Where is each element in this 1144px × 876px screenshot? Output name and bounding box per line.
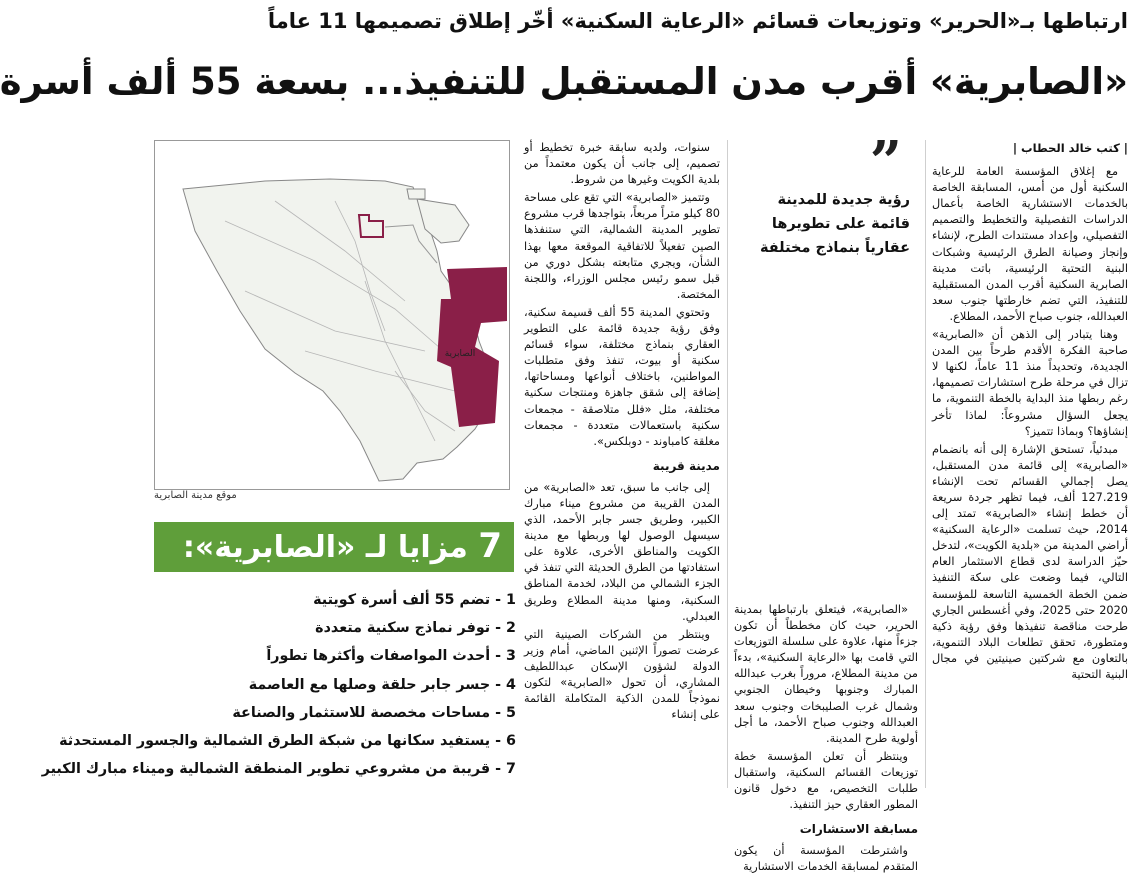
pull-quote: رؤية جديدة للمدينة قائمة على تطويرها عقارياً بنماذج مختلفة xyxy=(759,192,910,256)
section-title: مسابقة الاستشارات xyxy=(799,822,918,837)
kuwait-map xyxy=(155,141,509,489)
section-title: مدينة قريبة xyxy=(652,458,720,473)
list-item: 1 - تضم 55 ألف أسرة كويتية xyxy=(313,592,516,608)
kicker-line: ارتباطها بـ«الحرير» وتوزيعات قسائم «الرعاية السكنية» أخّر إطلاق تصميمها 11 عاماً xyxy=(267,9,1128,33)
paragraph: وهنا يتبادر إلى الذهن أن «الصابرية» صاحبة الفكرة الأقدم طرحاً بين المدن الجديدة، وتحديداً منذ 11 عاماً، لكنها لا تزال في مرحلة طرح استشارات تصميمها، رغم ربطها منذ البداية بالخطة التنموية، ما يجعل السؤال مشروعاً: لماذا تأخر إنشاؤها؟ وبماذا تتميز؟ xyxy=(932,328,1129,438)
banner-label: مزايا لـ «الصابرية»: xyxy=(182,530,468,565)
list-item: 6 - يستفيد سكانها من شبكة الطرق الشمالية والجسور المستحدثة xyxy=(59,733,516,750)
paragraph: واشترطت المؤسسة أن يكون المتقدم لمسابقة الخدمات الاستشارية xyxy=(734,844,918,874)
features-banner xyxy=(154,522,514,572)
list-item: 7 - قريبة من مشروعي تطوير المنطقة الشمالية وميناء مبارك الكبير xyxy=(41,761,516,778)
byline: | كتب خالد الحطاب | xyxy=(1012,141,1128,155)
quote-mark-icon: ” xyxy=(869,129,902,195)
article-column-2 xyxy=(734,129,918,874)
paragraph: سنوات، ولديه سابقة خبرة تخطيط أو تصميم، إلى جانب أن يكون معتمداً من بلدية الكويت وغيرها من شروط. xyxy=(524,141,720,187)
paragraph: مع إغلاق المؤسسة العامة للرعاية السكنية أول من أمس، المسابقة الخاصة بالخدمات الاستشارية الخاصة بأعمال الدراسات التفصيلية والتخطيط والتصميم التفصيلي، وإعداد مستندات الطرح، لإنشاء وإنجاز وصيانة الطرق الرئيسية وشبكات البنية التحتية الرئيسية، باتت مدينة الصابرية السكنية أقرب المدن المستقبلية للتنفيذ، التي تضم خارطتها جنوب سعد العبدالله، جنوب صباح الأحمد، المطلاع. xyxy=(932,165,1128,323)
column-divider xyxy=(727,140,728,788)
list-item: 5 - مساحات مخصصة للاستثمار والصناعة xyxy=(232,704,516,721)
paragraph: وينتظر أن تعلن المؤسسة خطة توزيعات القسائم السكنية، واستقبال طلبات التخصيص، مع دخول قانون المطور العقاري حيز التنفيذ. xyxy=(734,749,918,812)
paragraph: مبدئياً، تستحق الإشارة إلى أنه بانضمام «الصابرية» إلى قائمة مدن المستقبل، يصل إجمالي القسائم تحت الإنشاء 127.219 ألف، فيما تظهر جردة سريعة أن خطط إنشاء «الصابرية» تمتد إلى 2014، حيث تسلمت «الرعاية السكنية» أراضي المدينة من «بلدية الكويت»، لتدخل حيّز الدراسة لدى قطاع الاستثمار العام التالي، فيما وضعت على سكة التنفيذ ضمن الخطة الخمسية التاسعة للمؤسسة 2020 حتى 2025، وفي أغسطس الجاري طرحت مناقصة تنفيذها وفق رؤية ذكية ومتطورة، تحقق تطلعات البلاد التنموية، بالتعاون مع شركتين صينيتين في مجال البنية التحتية xyxy=(932,442,1128,681)
list-item: 2 - توفر نماذج سكنية متعددة xyxy=(315,620,516,637)
banner-number: 7 xyxy=(478,526,502,566)
pull-quote-block xyxy=(734,129,918,442)
map-label: الصابرية xyxy=(444,349,476,359)
column-divider xyxy=(925,140,926,788)
paragraph: وينتظر من الشركات الصينية التي عرضت تصوراً الإثنين الماضي، أمام وزير الدولة لشؤون الإسكان عبداللطيف المشاري، أن تحول «الصابرية» لتكون نموذجاً للمدن الذكية المتكاملة القائمة على إنشاء xyxy=(524,627,720,722)
article-column-3 xyxy=(524,140,720,788)
map-caption: موقع مدينة الصابرية xyxy=(154,490,237,501)
list-item: 3 - أحدث المواصفات وأكثرها تطوراً xyxy=(266,648,516,665)
paragraph: «الصابرية»، فيتعلق بارتباطها بمدينة الحرير، حيث كان مخططاً أن تكون جزءاً منها، علاوة على سلسلة التوزيعات التي قامت بها «الرعاية السكنية»، بدءاً من مدينة المطلاع، مروراً بغرب عبدالله المبارك وجنوبها وخيطان الجنوبي وشمال غرب الصليبخات وجنوب سعد العبدالله وجنوب صباح الأحمد، ما أجل أولوية طرح المدينة. xyxy=(734,603,918,745)
features-list xyxy=(41,586,516,783)
paragraph: إلى جانب ما سبق، تعد «الصابرية» من المدن القريبة من مشروع ميناء مبارك الكبير، وطريق جسر جابر الأحمد، الذي سيسهل الوصول لها وربطها مع مدينة الكويت والمناطق الأخرى، علاوة على استفادتها من الطرق الحديثة التي تنفذ في الجزء الشمالي من البلاد، لخدمة المناطق السكنية، ومنها مدينة المطلاع وطريق العبدلي. xyxy=(524,480,720,623)
map-figure xyxy=(154,140,510,490)
headline: «الصابرية» أقرب مدن المستقبل للتنفيذ... بسعة 55 ألف أسرة xyxy=(0,60,1128,103)
column-2-body xyxy=(734,602,918,876)
banner-title xyxy=(162,524,514,570)
list-item: 4 - جسر جابر حلقة وصلها مع العاصمة xyxy=(248,676,516,693)
article-column-1 xyxy=(932,140,1128,788)
warbah-island xyxy=(407,189,425,199)
paragraph: وتحتوي المدينة 55 ألف قسيمة سكنية، وفق رؤية جديدة قائمة على التطوير العقاري بنماذج مختلفة، سواء قسائم سكنية أو بيوت، تنفذ وفق متطلبات المواطنين، باختلاف أنواعها ومساحاتها، إضافة إلى شقق جاهزة ومنتجات سكنية مختلفة، مثل «فلل متلاصقة - مجمعات سكنية باستعمالات متعددة - مجمعات مغلقة كامباوند - دوبلكس». xyxy=(524,305,720,448)
paragraph: وتتميز «الصابرية» التي تقع على مساحة 80 كيلو متراً مربعاً، بتواجدها قرب مشروع تطوير المدينة الشمالية، التي ستنفذها الصين تفعيلاً للاتفاقية الموقعة معها بهذا الشأن، ويجري متابعته بشكل دوري من قبل سمو رئيس مجلس الوزراء، واللجنة المختصة. xyxy=(524,191,720,301)
